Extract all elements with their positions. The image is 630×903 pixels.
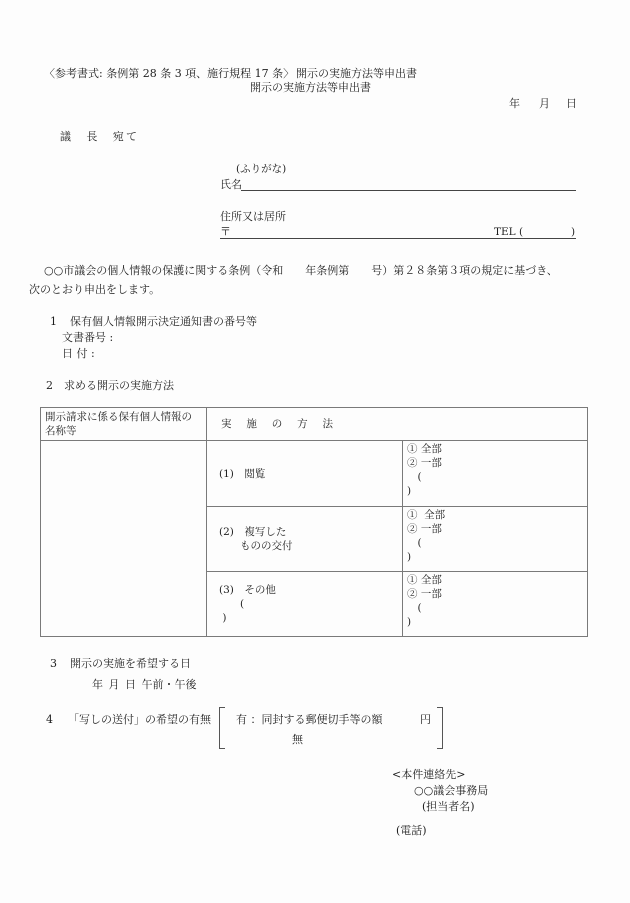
other-detail-open[interactable]: ( bbox=[219, 598, 245, 610]
section3-title: 開示の実施を希望する日 bbox=[70, 657, 191, 670]
disclosure-method-table bbox=[40, 407, 588, 637]
section1-title: 保有個人情報開示決定通知書の番号等 bbox=[70, 315, 257, 328]
doc-number-label: 文書番号 : bbox=[62, 331, 114, 344]
date-month-label: 月 bbox=[539, 97, 550, 110]
section4-title: 「写しの送付」の希望の有無 bbox=[68, 713, 211, 726]
left-bracket bbox=[219, 707, 225, 749]
tel-input[interactable] bbox=[524, 225, 568, 238]
contact-office: ○○議会事務局 bbox=[414, 784, 489, 797]
tel-label: TEL ( bbox=[494, 226, 524, 238]
info-name-input[interactable] bbox=[41, 441, 207, 637]
section1-number: 1 bbox=[50, 315, 57, 328]
table-header-row bbox=[41, 408, 588, 441]
address-label: 住所又は居所 bbox=[220, 210, 286, 223]
section3-number: 3 bbox=[50, 657, 57, 670]
address-input[interactable] bbox=[236, 225, 486, 238]
contact-person: (担当者名) bbox=[422, 800, 475, 813]
method-label: (2) 複写した bbox=[219, 526, 287, 538]
option-yes[interactable]: 有 ：同封する郵便切手等の額 bbox=[236, 713, 383, 726]
date-year-label: 年 bbox=[509, 97, 520, 110]
header-info-name: 開示請求に係る保有個人情報の名称等 bbox=[41, 408, 207, 441]
other-detail-close: ) bbox=[219, 612, 227, 624]
notice-date-label: 日 付 : bbox=[62, 347, 95, 360]
reference-note: 〈参考書式: 条例第 28 条 3 項、施行規程 17 条〉 bbox=[44, 67, 295, 80]
name-label: 氏名 bbox=[220, 178, 242, 191]
method-cell-other bbox=[207, 572, 403, 637]
method-label-cont: ものの交付 bbox=[219, 540, 293, 552]
partial-detail-close: ) bbox=[407, 485, 412, 497]
addressee: 議 長 宛て bbox=[60, 130, 140, 143]
reference-title: 開示の実施方法等申出書 bbox=[296, 67, 417, 80]
right-bracket bbox=[437, 707, 443, 749]
intro-line-1: ○○市議会の個人情報の保護に関する条例（令和 年条例第 号）第２８条第３項の規定に基づき、 bbox=[44, 264, 558, 277]
options-cell-copy-delivery bbox=[403, 507, 588, 572]
option-all[interactable]: ① 全部 bbox=[407, 574, 442, 586]
table-row bbox=[41, 441, 588, 507]
section4-number: 4 bbox=[46, 713, 53, 726]
method-label: (1) 閲覧 bbox=[219, 467, 266, 480]
preferred-date-input[interactable]: 年 月 日 午前・午後 bbox=[92, 678, 197, 691]
notice-date-input[interactable] bbox=[120, 347, 320, 360]
method-cell-inspection bbox=[207, 441, 403, 507]
name-input[interactable] bbox=[241, 176, 576, 191]
header-method: 実 施 の 方 法 bbox=[207, 408, 588, 441]
options-cell-inspection bbox=[403, 441, 588, 507]
partial-detail-open[interactable]: ( bbox=[407, 471, 422, 483]
option-all[interactable]: ① 全部 bbox=[407, 443, 442, 455]
option-partial[interactable]: ② 一部 bbox=[407, 457, 442, 469]
option-partial[interactable]: ② 一部 bbox=[407, 588, 442, 600]
section2-number: 2 bbox=[46, 379, 53, 392]
partial-detail-open[interactable]: ( bbox=[407, 602, 422, 614]
partial-detail-open[interactable]: ( bbox=[407, 537, 422, 549]
postal-mark: 〒 bbox=[220, 225, 231, 238]
tel-close: ) bbox=[571, 226, 576, 238]
option-partial[interactable]: ② 一部 bbox=[407, 523, 442, 535]
option-no[interactable]: 無 bbox=[292, 733, 303, 746]
contact-phone: (電話) bbox=[396, 824, 427, 837]
document-title: 開示の実施方法等申出書 bbox=[250, 81, 371, 94]
contact-label: <本件連絡先> bbox=[392, 768, 466, 781]
intro-line-2: 次のとおり申出をします。 bbox=[29, 283, 161, 296]
date-day-label: 日 bbox=[566, 97, 577, 110]
options-cell-other bbox=[403, 572, 588, 637]
method-cell-copy-delivery bbox=[207, 507, 403, 572]
furigana-label: (ふりがな) bbox=[236, 163, 287, 175]
partial-detail-close: ) bbox=[407, 616, 412, 628]
currency-label: 円 bbox=[420, 713, 431, 726]
method-label: (3) その他 bbox=[219, 584, 276, 596]
section2-title: 求める開示の実施方法 bbox=[64, 379, 174, 392]
doc-number-input[interactable] bbox=[120, 331, 320, 344]
option-all[interactable]: ① 全部 bbox=[407, 509, 446, 521]
partial-detail-close: ) bbox=[407, 551, 412, 563]
